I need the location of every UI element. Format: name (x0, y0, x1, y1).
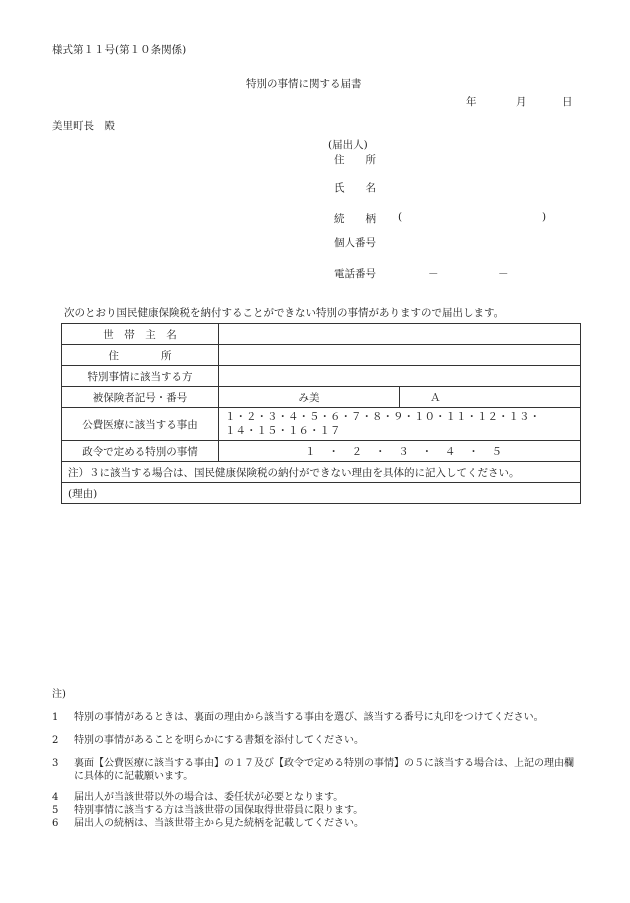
reason-label: (理由) (68, 487, 98, 500)
note-number: 1 (52, 712, 59, 723)
note-text: 裏面【公費医療に該当する事由】の１７及び【政令で定める特別の事情】の５に該当する場合は、上記の理由欄に具体的に記載願います。 (74, 758, 574, 782)
applicant-phone-label: 電話番号 (334, 268, 376, 280)
note-text: 特別事情に該当する方は当該世帯の国保取得世帯員に限ります。 (74, 805, 364, 816)
addressee: 美里町長 殿 (52, 120, 115, 132)
notes-section (52, 688, 582, 830)
public-medical-row (62, 408, 581, 441)
public-medical-line-2: １４・１５・１６・１７ (225, 425, 341, 437)
note-text: 届出人が当該世帯以外の場合は、委任状が必要となります。 (74, 792, 344, 803)
applicable-person-field[interactable] (219, 366, 581, 387)
relation-open-paren: ( (398, 211, 403, 223)
note-text: 特別の事情があるときは、裏面の理由から該当する事由を選び、該当する番号に丸印をつけてください。 (74, 712, 544, 723)
intro-text: 次のとおり国民健康保険税を納付することができない特別の事情がありますので届出します。 (64, 307, 505, 319)
ordinance-option-5[interactable]: ５ (491, 445, 502, 458)
document-title: 特別の事情に関する届書 (246, 78, 362, 90)
date-month-label: 月 (516, 96, 527, 108)
ordinance-option-4[interactable]: ４ (444, 445, 456, 458)
table-note-row (62, 462, 581, 483)
insured-symbol-field[interactable]: み美 (219, 387, 400, 408)
note-number: 5 (52, 805, 59, 816)
phone-dash-1: － (428, 268, 439, 280)
applicant-name-label: 氏 名 (334, 182, 376, 194)
ordinance-separator: ・ (328, 445, 339, 458)
householder-row (62, 324, 581, 345)
note-number: 4 (52, 792, 59, 803)
note-item (52, 804, 582, 817)
applicant-personal-number-label: 個人番号 (334, 237, 376, 249)
householder-field[interactable] (219, 324, 581, 345)
reason-field[interactable] (62, 483, 581, 504)
insured-number-label: 被保険者記号・番号 (62, 387, 219, 408)
applicant-address-label: 住 所 (334, 154, 376, 166)
address-field[interactable] (219, 345, 581, 366)
notes-header: 注) (52, 689, 66, 700)
note-number: 2 (52, 735, 59, 746)
note-item (52, 711, 582, 724)
note-text: 特別の事情があることを明らかにする書類を添付してください。 (74, 735, 364, 746)
public-medical-options[interactable] (219, 408, 581, 441)
address-row (62, 345, 581, 366)
note-item (52, 817, 582, 830)
ordinance-option-3[interactable]: ３ (398, 445, 409, 458)
ordinance-separator: ・ (421, 445, 433, 458)
ordinance-label: 政令で定める特別の事情 (62, 441, 219, 462)
form-number: 様式第１１号(第１０条関係) (52, 44, 187, 56)
date-year-label: 年 (466, 96, 477, 108)
ordinance-options[interactable] (219, 441, 581, 462)
note-number: 3 (52, 758, 59, 769)
householder-label: 世 帯 主 名 (62, 324, 219, 345)
applicant-header: (届出人) (328, 139, 368, 151)
public-medical-line-1: １・２・３・４・５・６・７・８・９・１０・１１・１２・１３・ (225, 411, 540, 423)
note-number: 6 (52, 818, 59, 829)
note-item (52, 791, 582, 804)
relation-close-paren: ) (542, 211, 547, 223)
reason-row (62, 483, 581, 504)
applicable-person-label: 特別事情に該当する方 (62, 366, 219, 387)
applicant-relation-label: 続 柄 (334, 213, 376, 225)
insured-number-field[interactable]: Ａ (400, 387, 581, 408)
note-item (52, 757, 582, 783)
ordinance-separator: ・ (468, 445, 479, 458)
public-medical-label: 公費医療に該当する事由 (62, 408, 219, 441)
note-text: 届出人の続柄は、当該世帯主から見た続柄を記載してください。 (74, 818, 364, 829)
address-label: 住 所 (62, 345, 219, 366)
phone-dash-2: － (498, 268, 509, 280)
ordinance-option-1[interactable]: １ (305, 445, 316, 458)
ordinance-row (62, 441, 581, 462)
date-day-label: 日 (562, 96, 573, 108)
applicable-person-row (62, 366, 581, 387)
ordinance-separator: ・ (374, 445, 386, 458)
table-note: 注）３に該当する場合は、国民健康保険税の納付ができない理由を具体的に記入してください。 (62, 462, 581, 483)
ordinance-option-2[interactable]: ２ (351, 445, 363, 458)
insured-number-row (62, 387, 581, 408)
note-item (52, 734, 582, 747)
application-table (61, 323, 581, 504)
